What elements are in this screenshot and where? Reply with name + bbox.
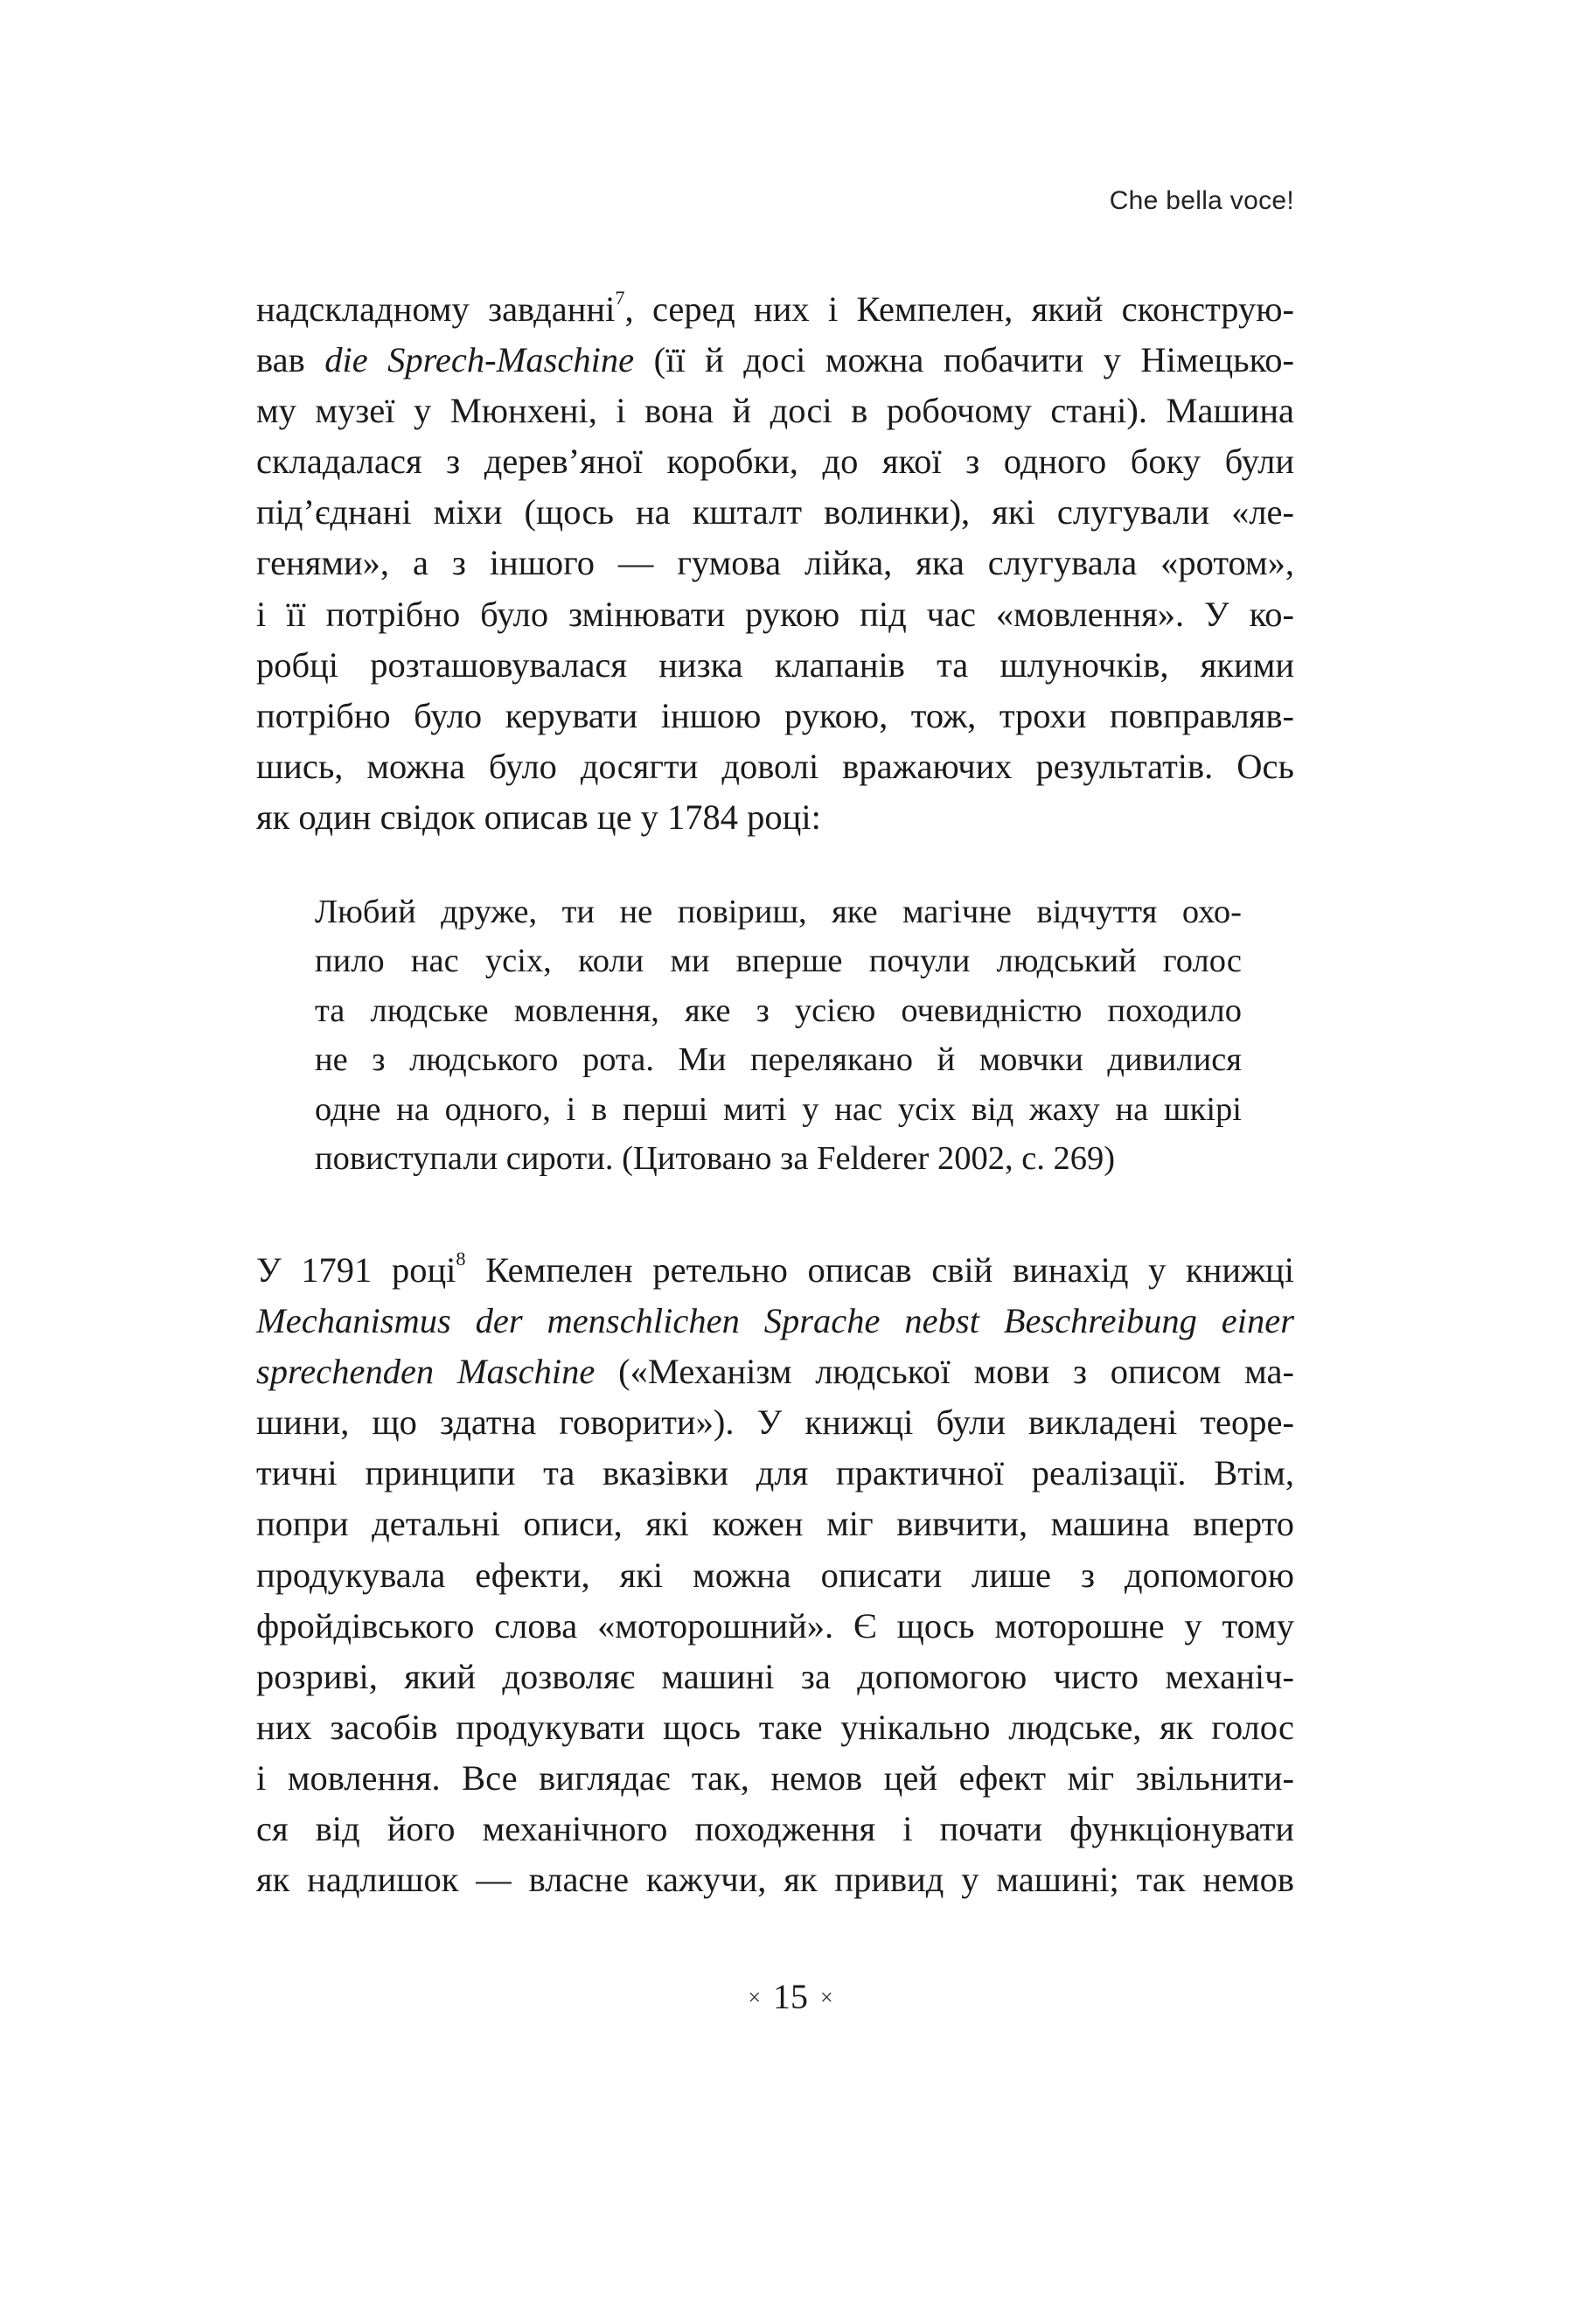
block-quote bbox=[315, 887, 1242, 1183]
paragraph-1-line: як один свідок описав це у 1784 році: bbox=[256, 797, 821, 837]
running-header: Che bella voce! bbox=[1109, 186, 1294, 215]
paragraph-2 bbox=[256, 1245, 1294, 1905]
paragraph-1-line: му музеї у Мюнхені, і вона й досі в робочому стані). Машина bbox=[256, 391, 1294, 431]
paragraph-1-line: під’єднані міхи (щось на кшталт волинки), які слугували «ле- bbox=[256, 492, 1294, 532]
italic-title: sprechenden Maschine bbox=[256, 1352, 595, 1392]
text-run: Кемпелен ретельно описав свій винахід у книжці bbox=[465, 1250, 1294, 1290]
quote-line: не з людського рота. Ми перелякано й мовчки дивилися bbox=[315, 1041, 1242, 1079]
paragraph-2-line bbox=[256, 1296, 1294, 1346]
paragraph-1-line: потрібно було керувати іншою рукою, тож, трохи повправляв- bbox=[256, 695, 1294, 735]
text-run: надскладному завданні bbox=[256, 289, 616, 329]
italic-title: die Sprech-Maschine bbox=[324, 340, 635, 380]
paragraph-2-line bbox=[256, 1245, 1294, 1296]
page-number: 15 bbox=[773, 1977, 808, 2016]
paragraph-2-line: як надлишок — власне кажучи, як привид у машині; так немов bbox=[256, 1860, 1294, 1900]
paragraph-2-line: ся від його механічного походження і почати функціонувати bbox=[256, 1809, 1294, 1849]
paragraph-1 bbox=[256, 284, 1294, 843]
text-run: («Механізм людської мови з описом ма- bbox=[595, 1352, 1294, 1392]
paragraph-1-line: і її потрібно було змінювати рукою під час «мовлення». У ко- bbox=[256, 594, 1294, 634]
quote-line: одне на одного, і в перші миті у нас усіх від жаху на шкірі bbox=[315, 1090, 1242, 1128]
paragraph-1-line: шись, можна було досягти доволі вражаючих результатів. Ось bbox=[256, 746, 1294, 786]
quote-line: Любий друже, ти не повіриш, яке магічне відчуття охо- bbox=[315, 894, 1242, 930]
paragraph-2-line: них засобів продукувати щось таке унікально людське, як голос bbox=[256, 1707, 1294, 1747]
paragraph-2-line: розриві, який дозволяє машині за допомогою чисто механіч- bbox=[256, 1656, 1294, 1696]
italic-title: Mechanismus der menschlichen Sprache nebst Beschreibung einer bbox=[256, 1301, 1294, 1341]
paragraph-2-line: тичні принципи та вказівки для практичної реалізації. Втім, bbox=[256, 1453, 1294, 1493]
paragraph-2-line: шини, що здатна говорити»). У книжці були викладені теоре- bbox=[256, 1402, 1294, 1443]
paragraph-1-line bbox=[256, 284, 1294, 335]
page-number-footer bbox=[0, 1976, 1581, 2017]
ornament-left: × bbox=[748, 1985, 761, 2010]
quote-line: повиступали сироти. (Цитовано за Felderer 2002, с. 269) bbox=[315, 1140, 1116, 1178]
text-run: (її й досі можна побачити у Німецько- bbox=[634, 340, 1294, 380]
quote-line: та людське мовлення, яке з усією очевидністю походило bbox=[315, 992, 1242, 1029]
text-run: У 1791 році bbox=[256, 1250, 456, 1290]
text-run: вав bbox=[256, 340, 325, 380]
paragraph-2-line: продукувала ефекти, які можна описати лише з допомогою bbox=[256, 1555, 1294, 1595]
paragraph-1-line: складалася з дерев’яної коробки, до якої з одного боку були bbox=[256, 442, 1294, 482]
text-run: , серед них і Кемпелен, який сконструю- bbox=[624, 289, 1294, 329]
paragraph-1-line: генями», а з іншого — гумова лійка, яка слугувала «ротом», bbox=[256, 543, 1294, 583]
paragraph-2-line bbox=[256, 1346, 1294, 1397]
paragraph-2-line: і мовлення. Все виглядає так, немов цей ефект міг звільнити- bbox=[256, 1757, 1294, 1798]
quote-line: пило нас усіх, коли ми вперше почули людський голос bbox=[315, 943, 1242, 980]
paragraph-1-line bbox=[256, 335, 1294, 386]
ornament-right: × bbox=[820, 1985, 833, 2010]
paragraph-2-line: фройдівського слова «моторошний». Є щось моторошне у тому bbox=[256, 1605, 1294, 1646]
footnote-ref-7[interactable]: 7 bbox=[615, 287, 625, 310]
paragraph-1-line: робці розташовувалася низка клапанів та шлуночків, якими bbox=[256, 644, 1294, 685]
paragraph-2-line: попри детальні описи, які кожен міг вивчити, машина вперто bbox=[256, 1504, 1294, 1544]
footnote-ref-8[interactable]: 8 bbox=[456, 1248, 466, 1270]
